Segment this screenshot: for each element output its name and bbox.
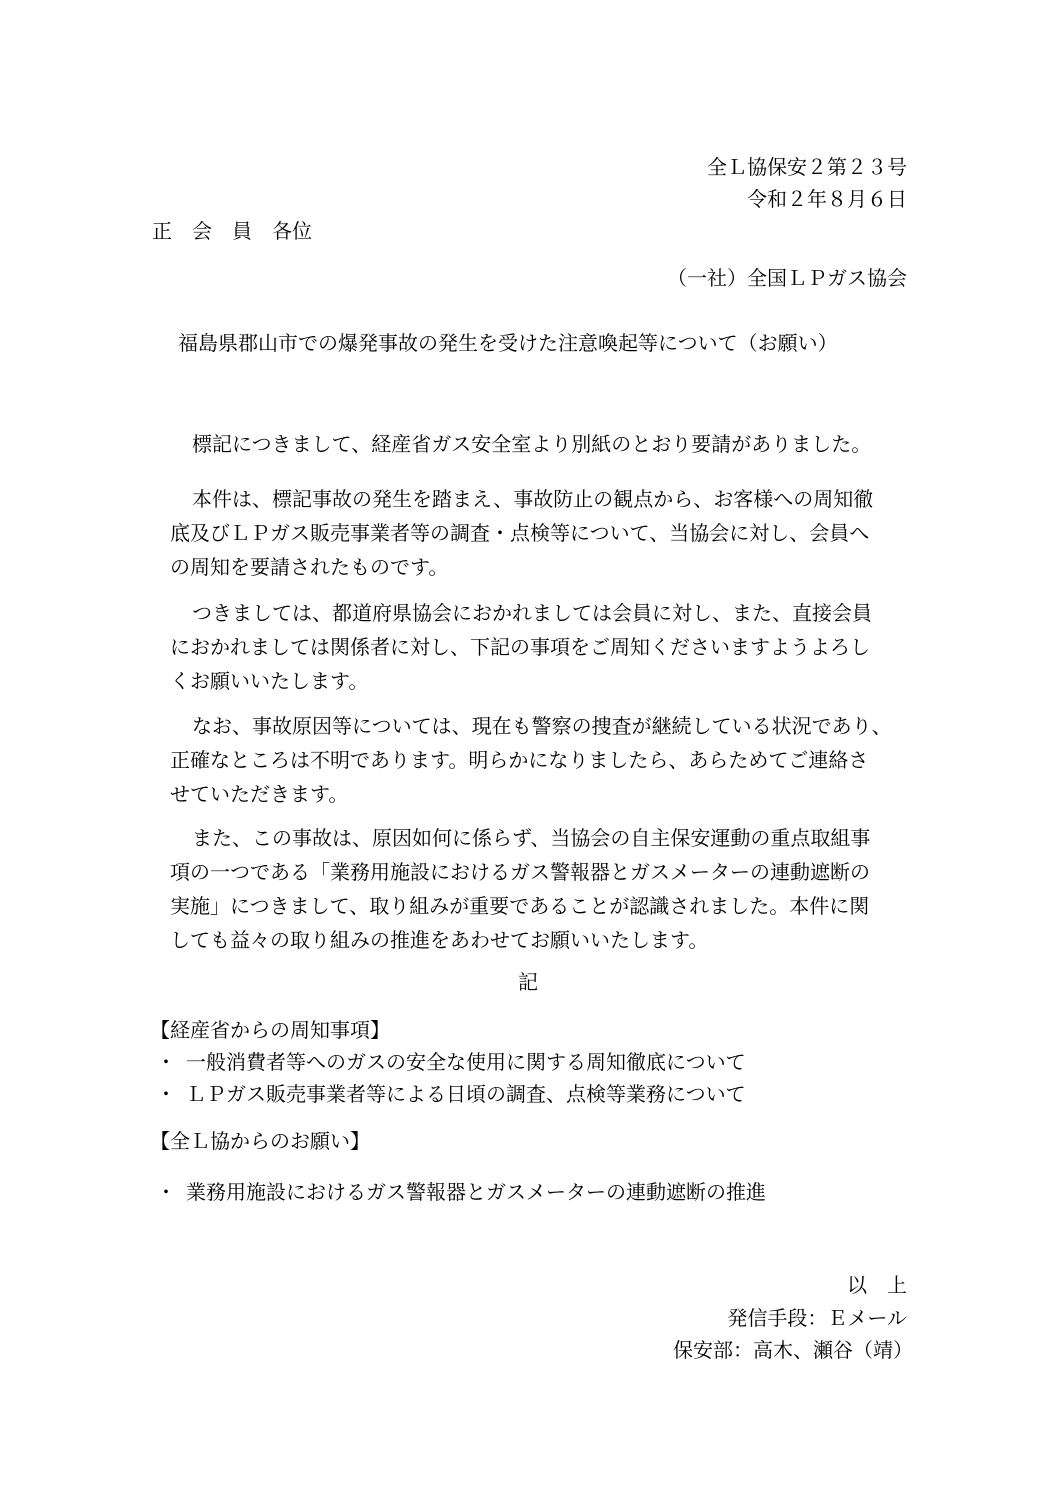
paragraph-line: また、この事故は、原因如何に係らず、当協会の自主保安運動の重点取組事 [192,826,871,850]
closing-mark: 以 上 [847,1273,907,1297]
paragraph-line: なお、事故原因等については、現在も警察の捜査が継続している状況であり、 [192,714,892,738]
list-item [156,1084,746,1104]
body-paragraph-1 [150,427,910,461]
paragraph-line: せていただきます。 [170,782,349,806]
document-subject: 福島県郡山市での爆発事故の発生を受けた注意喚起等について（お願い） [178,331,838,355]
record-mark: 記 [518,970,538,994]
paragraph-line: 本件は、標記事故の発生を踏まえ、事故防止の観点から、お客様への周知徹 [192,487,874,511]
paragraph-line: 項の一つである「業務用施設におけるガス警報器とガスメーターの連動遮断の [170,860,870,884]
recipient: 正 会 員 各位 [152,219,312,243]
list-item-text: ＬＰガス販売事業者等による日頃の調査、点検等業務について [186,1082,746,1106]
paragraph-line: の周知を要請されたものです。 [170,555,449,579]
association-request-heading: 【全Ｌ協からのお願い】 [150,1129,370,1153]
paragraph-line: つきましては、都道府県協会におかれましては会員に対し、また、直接会員 [192,601,872,625]
document-number: 全Ｌ協保安２第２３号 [707,155,907,179]
document-date: 令和２年８月６日 [747,187,907,211]
list-item-text: 業務用施設におけるガス警報器とガスメーターの連動遮断の推進 [186,1180,766,1204]
body-paragraph-4 [150,709,910,811]
list-item [156,1182,766,1202]
paragraph-line: くお願いいたします。 [170,669,369,693]
sender-organization: （一社）全国ＬＰガス協会 [667,266,907,290]
body-paragraph-3 [150,596,910,698]
paragraph-line: 正確なところは不明であります。明らかになりましたら、あらためてご連絡さ [170,748,869,772]
paragraph-line: におかれましては関係者に対し、下記の事項をご周知くださいますようよろし [170,635,870,659]
send-method: 発信手段：Ｅメール [727,1306,907,1330]
meti-notice-heading: 【経産省からの周知事項】 [150,1018,390,1042]
paragraph-line: 標記につきまして、経産省ガス安全室より別紙のとおり要請がありました。 [192,432,872,456]
body-paragraph-2 [150,482,910,584]
list-item [156,1052,746,1072]
contact-info: 保安部：高木、瀬谷（靖） [673,1338,913,1362]
list-item-text: 一般消費者等へのガスの安全な使用に関する周知徹底について [186,1050,746,1074]
bullet-mark: ・ [156,1082,176,1106]
paragraph-line: しても益々の取り組みの推進をあわせてお願いいたします。 [170,928,709,952]
bullet-mark: ・ [156,1050,176,1074]
paragraph-line: 実施」につきまして、取り組みが重要であることが認識されました。本件に関 [170,894,870,918]
body-paragraph-5 [150,821,910,957]
bullet-mark: ・ [156,1180,176,1204]
paragraph-line: 底及びＬＰガス販売事業者等の調査・点検等について、当協会に対し、会員へ [170,521,870,545]
